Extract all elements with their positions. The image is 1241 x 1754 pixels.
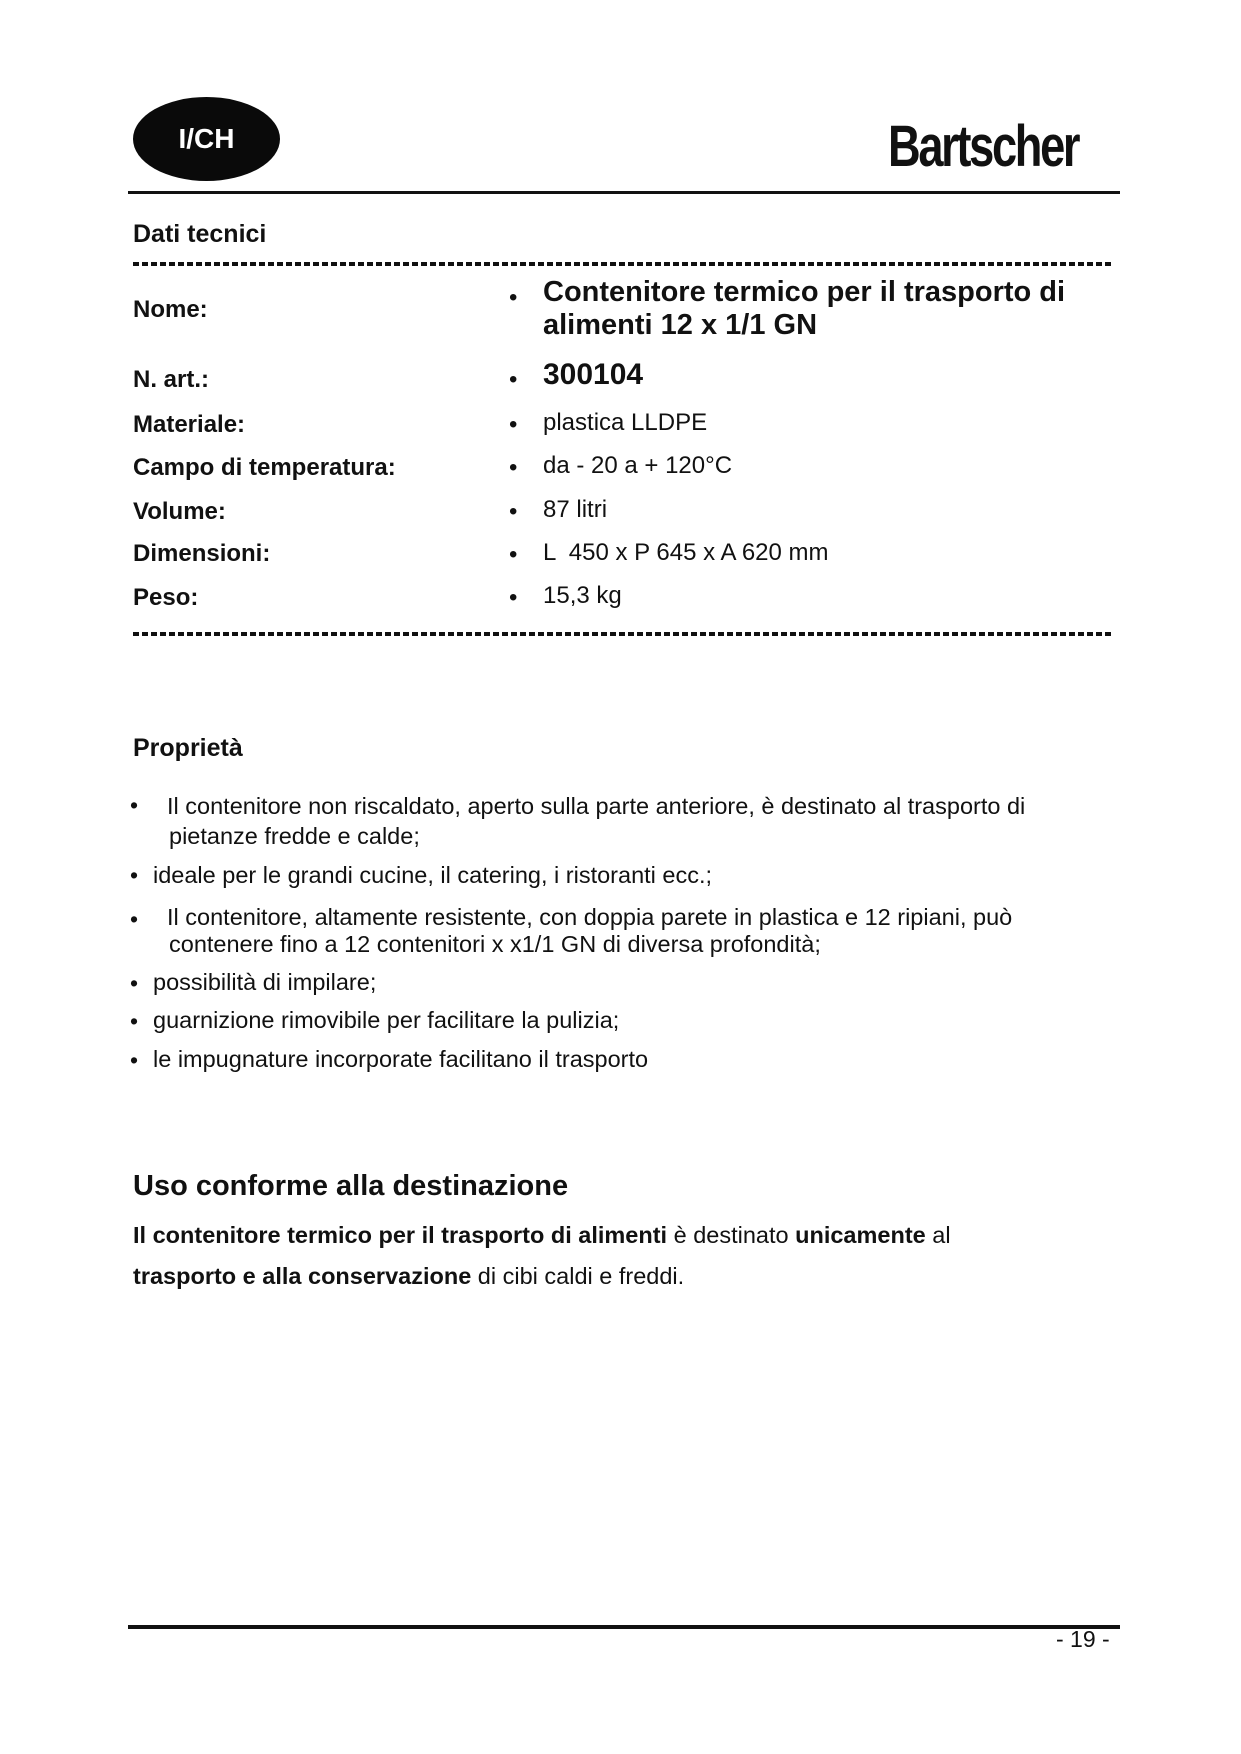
bold-text: unicamente xyxy=(795,1222,926,1248)
dashed-separator-bottom xyxy=(133,632,1113,636)
row-label-material: Materiale: xyxy=(133,411,246,438)
intended-use-paragraph-line2 xyxy=(133,1263,684,1290)
row-label-nome: Nome: xyxy=(133,296,208,323)
row-label-dimensions: Dimensioni: xyxy=(133,540,271,567)
row-label-weight: Peso: xyxy=(133,584,199,611)
list-bullet: • xyxy=(130,1008,139,1034)
list-item-line: Il contenitore non riscaldato, aperto sulla parte anteriore, è destinato al trasporto di xyxy=(167,793,1026,819)
plain-text: al xyxy=(925,1222,951,1248)
dashed-separator-top xyxy=(133,262,1113,266)
row-value-nome-line2: alimenti 12 x 1/1 GN xyxy=(543,309,818,341)
header-divider xyxy=(128,191,1120,194)
list-item-line: ideale per le grandi cucine, il catering, i ristoranti ecc.; xyxy=(153,862,713,888)
row-label-volume: Volume: xyxy=(133,498,226,525)
list-item-line: guarnizione rimovibile per facilitare la pulizia; xyxy=(153,1007,620,1033)
tech-data-title: Dati tecnici xyxy=(133,220,267,248)
brand-name: Bartscher xyxy=(888,113,1079,179)
row-value-material: plastica LLDPE xyxy=(543,409,708,436)
row-value-temperature: da - 20 a + 120°C xyxy=(543,452,733,479)
row-bullet: • xyxy=(509,411,518,438)
row-bullet: • xyxy=(509,584,518,611)
list-item-line: possibilità di impilare; xyxy=(153,969,377,995)
row-label-temperature: Campo di temperatura: xyxy=(133,454,396,481)
list-bullet: • xyxy=(130,906,139,932)
row-bullet: • xyxy=(509,498,518,525)
bold-text: Il contenitore termico per il trasporto di alimenti xyxy=(133,1222,668,1248)
intended-use-paragraph-line1 xyxy=(133,1222,951,1249)
row-bullet: • xyxy=(509,366,518,393)
row-value-dimensions: L 450 x P 645 x A 620 mm xyxy=(543,539,829,566)
list-item-line: le impugnature incorporate facilitano il trasporto xyxy=(153,1046,649,1072)
plain-text: di cibi caldi e freddi. xyxy=(471,1263,685,1289)
page-number: - 19 - xyxy=(1056,1626,1110,1652)
row-value-volume: 87 litri xyxy=(543,496,608,523)
brand-logo xyxy=(886,106,1126,186)
row-value-weight: 15,3 kg xyxy=(543,582,622,609)
list-bullet: • xyxy=(130,862,139,888)
list-item-line: Il contenitore, altamente resistente, con doppia parete in plastica e 12 ripiani, può xyxy=(167,904,1013,930)
bold-text: trasporto e alla conservazione xyxy=(133,1263,472,1289)
list-bullet: • xyxy=(130,1047,139,1073)
footer-divider xyxy=(128,1625,1120,1629)
list-item-line: contenere fino a 12 contenitori x x1/1 GN di diversa profondità; xyxy=(169,931,821,957)
row-bullet: • xyxy=(509,541,518,568)
intended-use-title: Uso conforme alla destinazione xyxy=(133,1170,569,1202)
list-item-line: pietanze fredde e calde; xyxy=(169,823,420,849)
row-value-article: 300104 xyxy=(543,358,644,391)
region-badge xyxy=(133,97,280,181)
row-bullet: • xyxy=(509,284,518,311)
list-bullet: • xyxy=(130,792,139,818)
row-bullet: • xyxy=(509,454,518,481)
row-value-nome-line1: Contenitore termico per il trasporto di xyxy=(543,276,1066,308)
row-label-article: N. art.: xyxy=(133,366,210,393)
list-bullet: • xyxy=(130,970,139,996)
properties-title: Proprietà xyxy=(133,734,243,762)
plain-text: è destinato xyxy=(667,1222,796,1248)
region-badge-label: I/CH xyxy=(178,123,235,154)
